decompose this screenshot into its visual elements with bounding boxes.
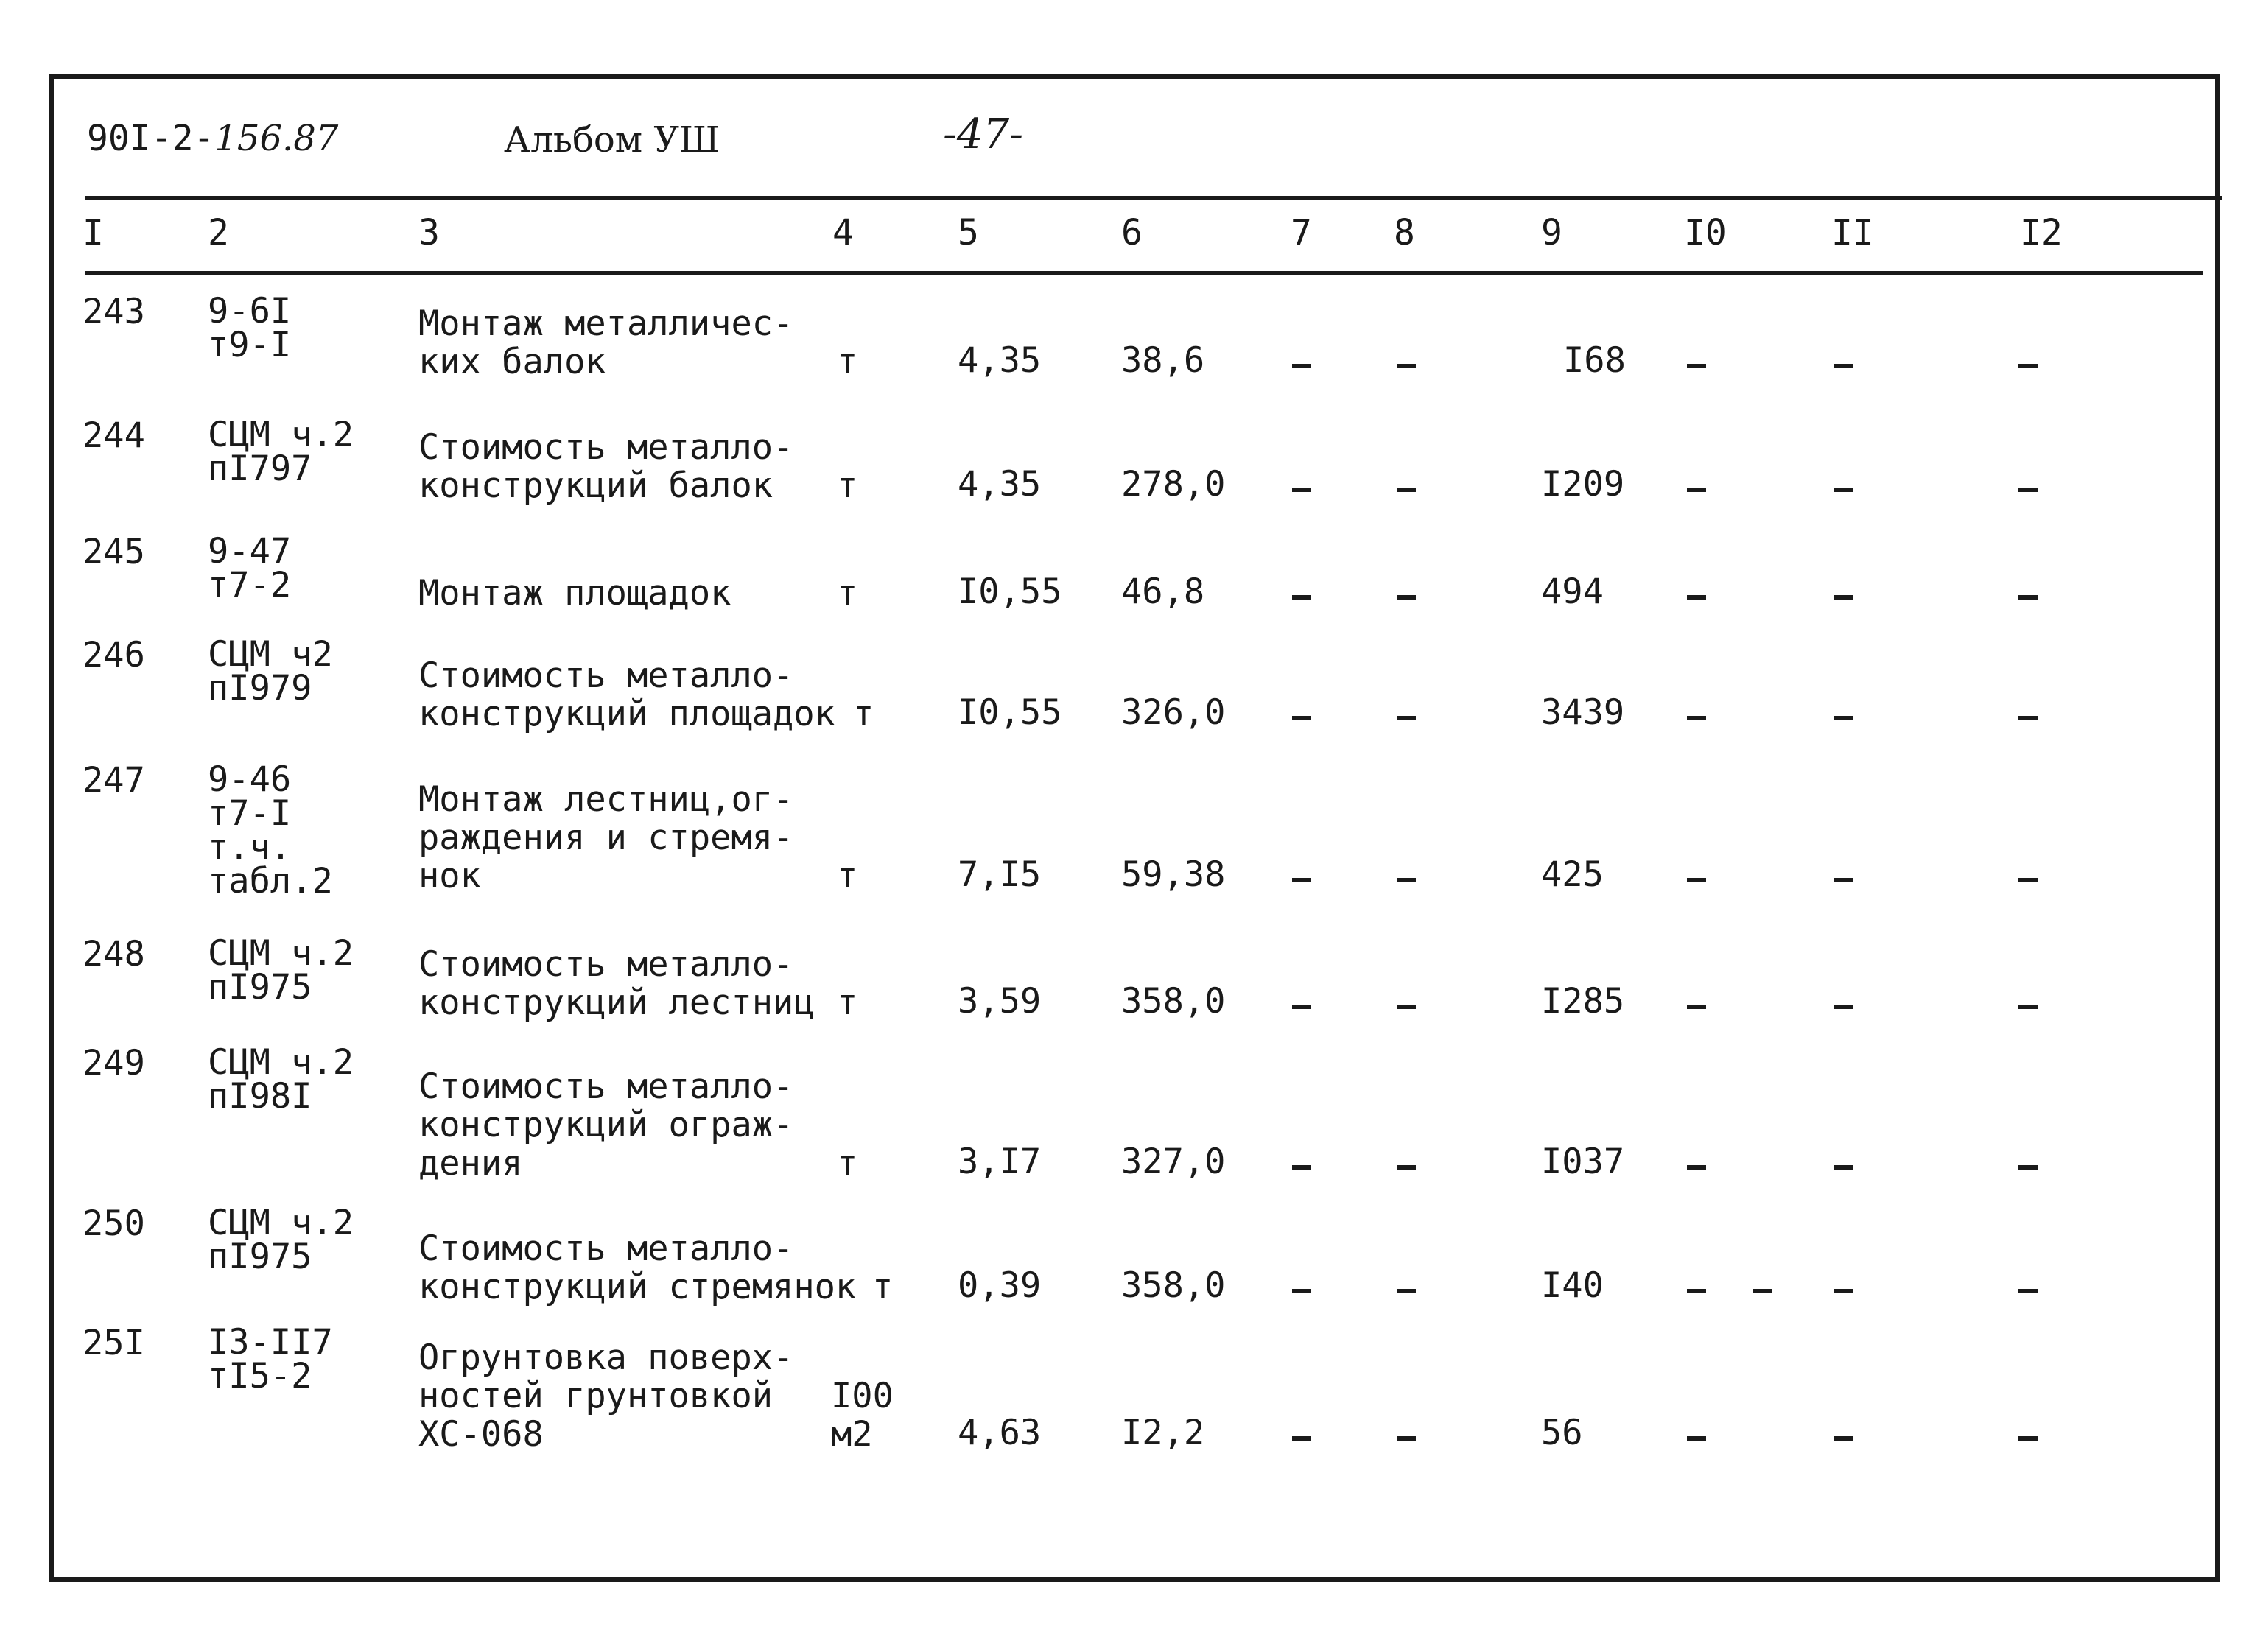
dash-mark <box>1397 1436 1416 1441</box>
dash-mark <box>1834 364 1853 368</box>
cell-c9: I037 <box>1541 1142 1625 1182</box>
cell-name: Стоимость металло- конструкций балок <box>418 427 794 506</box>
cell-price: 278,0 <box>1121 464 1226 505</box>
column-header-1: I <box>83 212 104 253</box>
cell-price: 38,6 <box>1121 340 1205 381</box>
cell-qty: 0,39 <box>958 1265 1042 1306</box>
dash-mark <box>1834 1289 1853 1293</box>
cell-no: 25I <box>83 1323 145 1363</box>
column-header-11: II <box>1831 212 1874 253</box>
cell-name: Стоимость металло- конструкций лестниц <box>418 944 815 1023</box>
cell-no: 249 <box>83 1043 145 1083</box>
column-header-4: 4 <box>832 212 854 253</box>
dash-mark <box>2018 488 2038 492</box>
cell-unit: т <box>837 573 858 614</box>
dash-mark <box>1292 1005 1311 1009</box>
cell-code: СЦМ ч2 пI979 <box>208 634 333 709</box>
page-number: -47- <box>943 110 1024 158</box>
cell-price: 358,0 <box>1121 981 1226 1022</box>
dash-mark <box>1292 878 1311 882</box>
column-header-rule <box>85 271 2203 275</box>
cell-price: I2,2 <box>1121 1413 1205 1453</box>
column-header-12: I2 <box>2020 212 2063 253</box>
page-frame <box>49 74 2220 1582</box>
dash-mark <box>1397 878 1416 882</box>
cell-name: Стоимость металло- конструкций ограж- дения <box>418 1066 794 1184</box>
cell-price: 327,0 <box>1121 1142 1226 1182</box>
dash-mark <box>1834 1005 1853 1009</box>
cell-qty: 7,I5 <box>958 854 1042 895</box>
cell-no: 248 <box>83 934 145 974</box>
cell-price: 59,38 <box>1121 854 1226 895</box>
dash-mark <box>2018 1165 2038 1170</box>
dash-mark <box>2018 716 2038 720</box>
cell-unit: т <box>837 342 858 382</box>
cell-price: 358,0 <box>1121 1265 1226 1306</box>
cell-qty: 4,35 <box>958 340 1042 381</box>
dash-mark <box>1834 1165 1853 1170</box>
cell-qty: I0,55 <box>958 572 1062 612</box>
dash-mark <box>1292 1436 1311 1441</box>
column-header-5: 5 <box>958 212 979 253</box>
cell-price: 46,8 <box>1121 572 1205 612</box>
column-header-2: 2 <box>208 212 229 253</box>
cell-unit: т <box>837 983 858 1023</box>
dash-mark <box>1687 488 1706 492</box>
dash-mark <box>1834 488 1853 492</box>
cell-unit: т <box>837 465 858 506</box>
cell-name: Стоимость металло- конструкций стремянок <box>418 1229 857 1307</box>
album-label: Альбом УШ <box>504 119 720 161</box>
cell-no: 243 <box>83 292 145 332</box>
column-header-9: 9 <box>1541 212 1562 253</box>
cell-c9: 56 <box>1541 1413 1583 1453</box>
column-header-6: 6 <box>1121 212 1143 253</box>
dash-mark <box>1687 1005 1706 1009</box>
cell-code: 9-46 т7-I т.ч. табл.2 <box>208 759 333 901</box>
cell-unit: I00 м2 <box>831 1376 894 1455</box>
dash-mark <box>1687 595 1706 600</box>
dash-mark <box>1292 364 1311 368</box>
cell-code: СЦМ ч.2 пI797 <box>208 415 354 489</box>
cell-unit: т <box>872 1267 894 1307</box>
cell-name: Огрунтовка поверх- ностей грунтовкой ХС-068 <box>418 1338 794 1455</box>
cell-code: СЦМ ч.2 пI975 <box>208 933 354 1008</box>
column-header-3: 3 <box>418 212 440 253</box>
cell-no: 247 <box>83 760 145 801</box>
dash-mark <box>1687 1436 1706 1441</box>
cell-code: СЦМ ч.2 пI98I <box>208 1042 354 1117</box>
cell-c9: 3439 <box>1541 692 1625 733</box>
dash-mark <box>2018 1289 2038 1293</box>
cell-qty: I0,55 <box>958 692 1062 733</box>
dash-mark <box>2018 878 2038 882</box>
cell-unit: т <box>853 694 874 734</box>
cell-name: Монтаж площадок <box>418 573 731 614</box>
cell-price: 326,0 <box>1121 692 1226 733</box>
cell-qty: 3,I7 <box>958 1142 1042 1182</box>
cell-unit: т <box>837 1143 858 1184</box>
dash-mark <box>1397 595 1416 600</box>
dash-mark <box>1687 878 1706 882</box>
dash-mark <box>1292 716 1311 720</box>
doc-code-prefix: 90I-2- <box>87 118 215 159</box>
dash-mark <box>1834 878 1853 882</box>
dash-mark <box>1292 488 1311 492</box>
header-rule <box>85 196 2222 200</box>
cell-qty: 4,35 <box>958 464 1042 505</box>
column-header-10: I0 <box>1684 212 1727 253</box>
cell-name: Монтаж лестниц,ог- раждения и стремя- нок <box>418 779 794 896</box>
cell-c9: 494 <box>1541 572 1604 612</box>
dash-mark <box>1397 716 1416 720</box>
dash-mark <box>1834 1436 1853 1441</box>
cell-no: 250 <box>83 1203 145 1244</box>
dash-mark <box>1397 488 1416 492</box>
cell-code: 9-47 т7-2 <box>208 531 292 605</box>
dash-mark <box>1687 1165 1706 1170</box>
dash-mark <box>1292 1165 1311 1170</box>
column-header-7: 7 <box>1291 212 1312 253</box>
cell-no: 244 <box>83 415 145 456</box>
cell-name: Монтаж металличес- ких балок <box>418 303 794 382</box>
dash-mark <box>1834 716 1853 720</box>
cell-c9: 425 <box>1541 854 1604 895</box>
dash-mark <box>1687 1289 1706 1293</box>
cell-c9: I209 <box>1541 464 1625 505</box>
dash-mark <box>2018 1436 2038 1441</box>
dash-mark <box>1687 716 1706 720</box>
cell-code: СЦМ ч.2 пI975 <box>208 1203 354 1277</box>
dash-mark <box>1687 364 1706 368</box>
dash-mark <box>1397 364 1416 368</box>
cell-no: 245 <box>83 532 145 572</box>
dash-mark <box>1397 1165 1416 1170</box>
cell-qty: 3,59 <box>958 981 1042 1022</box>
cell-qty: 4,63 <box>958 1413 1042 1453</box>
cell-no: 246 <box>83 635 145 675</box>
dash-mark <box>1753 1289 1772 1293</box>
cell-code: I3-II7 тI5-2 <box>208 1322 333 1396</box>
cell-unit: т <box>837 856 858 896</box>
dash-mark <box>1834 595 1853 600</box>
dash-mark <box>1292 595 1311 600</box>
dash-mark <box>1292 1289 1311 1293</box>
dash-mark <box>1397 1289 1416 1293</box>
cell-c9: I285 <box>1541 981 1625 1022</box>
dash-mark <box>2018 595 2038 600</box>
column-header-8: 8 <box>1394 212 1415 253</box>
cell-c9: I40 <box>1541 1265 1604 1306</box>
dash-mark <box>2018 364 2038 368</box>
dash-mark <box>1397 1005 1416 1009</box>
cell-c9: I68 <box>1563 340 1626 381</box>
dash-mark <box>2018 1005 2038 1009</box>
cell-code: 9-6I т9-I <box>208 291 292 365</box>
doc-code <box>87 118 338 159</box>
doc-code-handwritten: 156.87 <box>214 118 339 159</box>
cell-name: Стоимость металло- конструкций площадок <box>418 655 835 734</box>
